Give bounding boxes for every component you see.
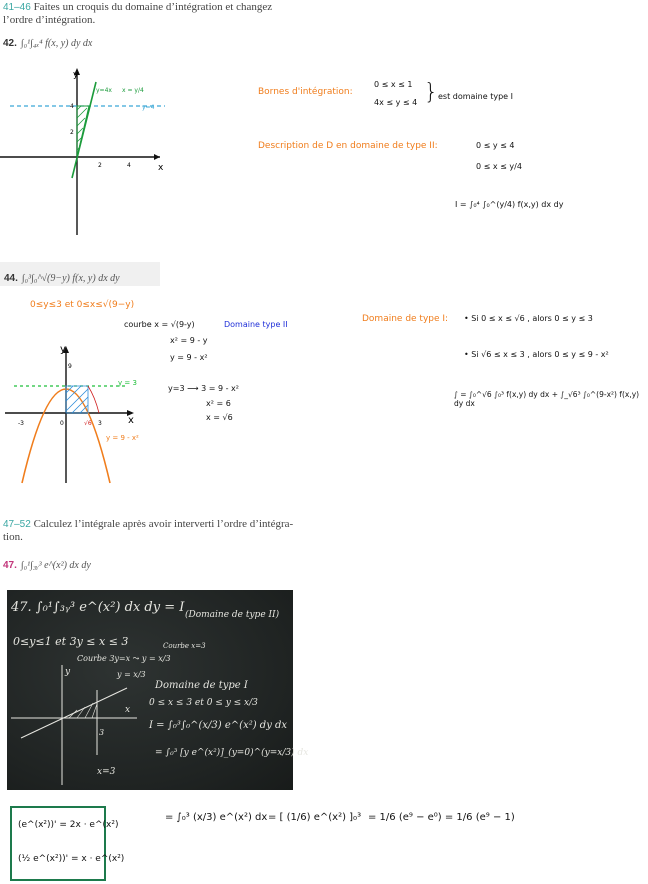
problem-44-header <box>4 268 120 286</box>
tick-0: 0 <box>60 420 64 427</box>
derivative-box <box>10 806 125 881</box>
instruction-line-1: Faites un croquis du domaine d’intégration et changez <box>33 1 273 13</box>
board-cond: 0 ≤ x ≤ 3 et 0 ≤ y ≤ x/3 <box>149 698 258 708</box>
exercise-instruction-41-46 <box>3 1 333 27</box>
x-axis-label: x <box>128 415 134 426</box>
bound-y: 4x ≤ y ≤ 4 <box>374 98 418 107</box>
board-I-eq: I = ∫₀³∫₀^(x/3) e^(x²) dy dx <box>149 720 288 731</box>
problem-number: 47. <box>3 560 17 571</box>
courbe-l2: x² = 9 - y <box>170 336 208 345</box>
type-note: est domaine type I <box>438 92 513 101</box>
problem-47-header <box>3 555 91 573</box>
derivative-1: (e^(x²))' = 2x · e^(x²) <box>18 820 119 830</box>
derivative-2: (½ e^(x²))' = x · e^(x²) <box>18 854 125 864</box>
tick-4-x: 4 <box>127 162 131 169</box>
label-x-y4: x = y/4 <box>122 87 144 94</box>
calc-step-3: = 1/6 (e⁹ − e⁰) = 1/6 (e⁹ − 1) <box>368 812 515 823</box>
graph-problem-42 <box>0 60 240 240</box>
desc-type2-label: Description de D en domaine de type II: <box>258 141 438 151</box>
graph-problem-44 <box>0 335 160 485</box>
instruction-line-1: Calculez l’intégrale après avoir interverti l’ordre d’intégra- <box>33 518 294 530</box>
region-right <box>88 386 99 413</box>
label-y-4: y=4 <box>142 104 155 111</box>
calc-step-2: = [ (1/6) e^(x²) ]₀³ <box>268 812 362 823</box>
tick-neg3: -3 <box>18 420 24 427</box>
case-2: • Si √6 ≤ x ≤ 3 , alors 0 ≤ y ≤ 9 - x² <box>464 350 609 359</box>
bounds-44: 0≤y≤3 et 0≤x≤√(9−y) <box>30 300 135 310</box>
instruction-line-2: l’ordre d’intégration. <box>3 14 96 26</box>
exercise-instruction-47-52 <box>3 518 333 544</box>
board-hatching <box>69 703 97 718</box>
board-line-3: Courbe 3y=x ⤳ y = x/3 <box>77 654 171 663</box>
board-label-x: x <box>125 705 131 715</box>
desc-y: 0 ≤ y ≤ 4 <box>476 141 515 150</box>
board-courbe-x3: Courbe x=3 <box>163 642 206 650</box>
board-type1: Domaine de type I <box>155 680 248 691</box>
tick-1: 2 <box>98 162 102 169</box>
inter-l1: y=3 ⟶ 3 = 9 - x² <box>168 384 239 393</box>
board-label-y: y <box>65 667 71 677</box>
brace-icon: } <box>424 80 438 105</box>
tick-9: 9 <box>68 363 72 370</box>
board-graph <box>7 660 147 790</box>
tick-3: 3 <box>98 420 102 427</box>
board-label-3: 3 <box>99 728 105 737</box>
desc-x: 0 ≤ x ≤ y/4 <box>476 162 522 171</box>
inter-l2: x² = 6 <box>206 399 231 408</box>
case-1: • Si 0 ≤ x ≤ √6 , alors 0 ≤ y ≤ 3 <box>464 314 593 323</box>
exercise-range: 47–52 <box>3 519 31 530</box>
board-line-1: 47. ∫₀¹∫₃ᵧ³ e^(x²) dx dy = I <box>11 600 185 615</box>
inter-l3: x = √6 <box>206 413 233 422</box>
exercise-range: 41–46 <box>3 2 31 13</box>
instruction-line-2: tion. <box>3 531 23 543</box>
problem-number: 42. <box>3 38 17 49</box>
integral-42: I = ∫₀⁴ ∫₀^(y/4) f(x,y) dx dy <box>455 200 564 209</box>
region-hatching <box>66 386 88 413</box>
board-domain-type2: (Domaine de type II) <box>185 610 280 620</box>
x-axis-label: x <box>158 163 164 173</box>
region-hatching <box>77 106 87 150</box>
y-axis-label: y <box>60 344 66 355</box>
line-y-4x <box>72 82 96 178</box>
problem-42-header <box>3 33 92 51</box>
label-y-4x: y=4x <box>96 87 112 94</box>
problem-expression: ∫₀¹∫₄ₓ⁴ f(x, y) dy dx <box>20 38 93 49</box>
bound-x: 0 ≤ x ≤ 1 <box>374 80 413 89</box>
calc-step-1: = ∫₀³ (x/3) e^(x²) dx <box>165 812 268 823</box>
tick-4-y: 4 <box>70 103 74 110</box>
y-axis-label: y <box>73 70 79 80</box>
board-step: = ∫₀³ [y e^(x²)]_(y=0)^(y=x/3) dx <box>155 748 309 758</box>
domaine-type2: Domaine type II <box>224 320 288 329</box>
tick-sqrt6: √6 <box>84 420 92 427</box>
problem-expression: ∫₀³∫₀^√(9−y) f(x, y) dx dy <box>21 273 120 284</box>
board-line-2: 0≤y≤1 et 3y ≤ x ≤ 3 <box>13 635 129 648</box>
label-y-3: y = 3 <box>118 379 137 387</box>
problem-expression: ∫₀¹∫₃ᵧ³ e^(x²) dx dy <box>20 560 91 571</box>
integral-split: ∫ = ∫₀^√6 ∫₀³ f(x,y) dy dx + ∫_√6³ ∫₀^(9-x²) f(x,y) dy dx <box>454 390 640 408</box>
label-curve: y = 9 - x² <box>106 434 139 442</box>
courbe-l1: courbe x = √(9-y) <box>124 320 195 329</box>
chalkboard-photo <box>7 590 309 790</box>
bornes-label: Bornes d'intégration: <box>258 87 353 97</box>
domaine-type1-label: Domaine de type I: <box>362 314 449 324</box>
problem-number: 44. <box>4 273 18 284</box>
board-label-x3: x=3 <box>97 767 116 777</box>
board-label-yx3: y = x/3 <box>117 670 146 679</box>
tick-2-y: 2 <box>70 129 74 136</box>
courbe-l3: y = 9 - x² <box>170 353 208 362</box>
x-axis-arrow <box>154 154 160 160</box>
